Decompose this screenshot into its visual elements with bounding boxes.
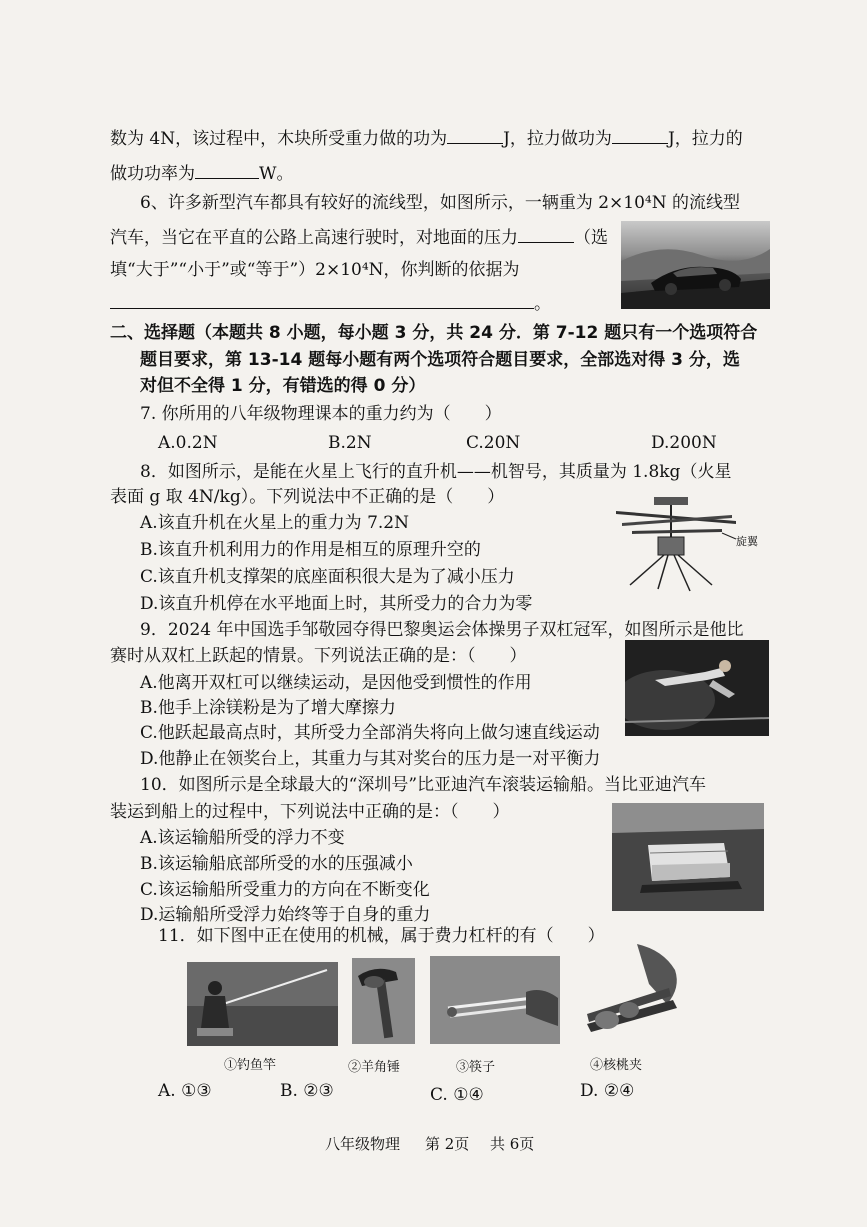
q6-line4 [110, 292, 551, 315]
q7-option-c: C.20N [466, 433, 521, 453]
q11-option-a: A. ①③ [158, 1081, 212, 1101]
q10-option-b: B.该运输船底部所受的水的压强减小 [140, 854, 413, 874]
q9-line2: 赛时从双杠上跃起的情景。下列说法正确的是：（ ） [110, 646, 527, 666]
answer-blank [195, 162, 259, 179]
car-carrier-ship-photo [612, 803, 764, 911]
answer-blank [447, 127, 503, 144]
q5-text: 做功功率为 [110, 164, 195, 184]
section-heading-line2: 题目要求，第 13-14 题每小题有两个选项符合题目要求，全部选对得 3 分，选 [140, 350, 740, 370]
q6-line1: 6、许多新型汽车都具有较好的流线型，如图所示，一辆重为 2×10⁴N 的流线型 [140, 193, 741, 213]
nutcracker-photo [577, 944, 689, 1044]
streamlined-car-photo [621, 221, 770, 309]
q5-line1 [110, 127, 743, 150]
q6-line2 [110, 226, 608, 249]
answer-blank [518, 226, 574, 243]
q6-line3: 填“大于”“小于”或“等于”）2×10⁴N，你判断的依据为 [110, 260, 520, 280]
q5-text: 数为 4N，该过程中，木块所受重力做的功为 [110, 129, 448, 149]
q9-line1: 9．2024 年中国选手邹敬园夺得巴黎奥运会体操男子双杠冠军，如图所示是他比 [140, 620, 744, 640]
q5-line2 [110, 162, 293, 185]
gymnast-parallel-bars-photo [625, 640, 769, 736]
fishing-rod-photo [187, 962, 338, 1046]
q8-line2: 表面 g 取 4N/kg）。下列说法中不正确的是（ ） [110, 487, 505, 507]
footer-page-total: 共 6页 [490, 1135, 535, 1153]
answer-blank [110, 292, 534, 309]
section-heading-line3: 对但不全得 1 分，有错选的得 0 分） [140, 376, 426, 396]
q5-text: J，拉力的 [667, 129, 743, 149]
q9-option-a: A.他离开双杠可以继续运动，是因他受到惯性的作用 [140, 673, 532, 693]
q6-text: （选 [574, 228, 608, 248]
footer-page-number: 第 2页 [425, 1135, 470, 1153]
q11-option-b: B. ②③ [280, 1081, 334, 1101]
caption-chopsticks: ③筷子 [456, 1060, 496, 1075]
q9-option-b: B.他手上涂镁粉是为了增大摩擦力 [140, 698, 396, 718]
q10-option-c: C.该运输船所受重力的方向在不断变化 [140, 880, 430, 900]
q8-option-b: B.该直升机利用力的作用是相互的原理升空的 [140, 540, 481, 560]
answer-blank [612, 127, 668, 144]
rotor-label: 旋翼 [736, 535, 758, 548]
footer-subject: 八年级物理 [325, 1135, 401, 1153]
q10-line1: 10．如图所示是全球最大的“深圳号”比亚迪汽车滚装运输船。当比亚迪汽车 [140, 775, 707, 795]
q10-option-a: A.该运输船所受的浮力不变 [140, 828, 345, 848]
q10-line2: 装运到船上的过程中，下列说法中正确的是：（ ） [110, 802, 510, 822]
q8-option-a: A.该直升机在火星上的重力为 7.2N [140, 513, 409, 533]
q8-line1: 8．如图所示，是能在火星上飞行的直升机——机智号，其质量为 1.8kg（火星 [140, 462, 732, 482]
q7-option-b: B.2N [328, 433, 372, 453]
q8-option-c: C.该直升机支撑架的底座面积很大是为了减小压力 [140, 567, 515, 587]
caption-claw-hammer: ②羊角锤 [348, 1060, 401, 1075]
q7-stem: 7. 你所用的八年级物理课本的重力约为（ ） [140, 404, 502, 424]
q8-option-d: D.该直升机停在水平地面上时，其所受力的合力为零 [140, 594, 533, 614]
caption-nutcracker: ④核桃夹 [590, 1058, 643, 1073]
q7-option-d: D.200N [651, 433, 717, 453]
q7-option-a: A.0.2N [158, 433, 218, 453]
q9-option-d: D.他静止在领奖台上，其重力与其对奖台的压力是一对平衡力 [140, 749, 601, 769]
q11-option-d: D. ②④ [580, 1081, 635, 1101]
q11-stem: 11．如下图中正在使用的机械，属于费力杠杆的有（ ） [158, 926, 605, 946]
q5-text: W。 [259, 164, 294, 184]
section-heading: 二、选择题（本题共 8 小题，每小题 3 分，共 24 分．第 7-12 题只有一个选项符合 [110, 323, 758, 343]
q6-text: 。 [534, 294, 551, 314]
q9-option-c: C.他跃起最高点时，其所受力全部消失将向上做匀速直线运动 [140, 723, 600, 743]
q5-text: J，拉力做功为 [503, 129, 612, 149]
q6-text: 汽车，当它在平直的公路上高速行驶时，对地面的压力 [110, 228, 518, 248]
caption-fishing-rod: ①钓鱼竿 [224, 1058, 277, 1073]
mars-helicopter-figure [612, 493, 772, 595]
chopsticks-photo [430, 956, 560, 1044]
q10-option-d: D.运输船所受浮力始终等于自身的重力 [140, 905, 431, 925]
claw-hammer-photo [352, 958, 415, 1044]
q11-option-c: C. ①④ [430, 1085, 484, 1105]
